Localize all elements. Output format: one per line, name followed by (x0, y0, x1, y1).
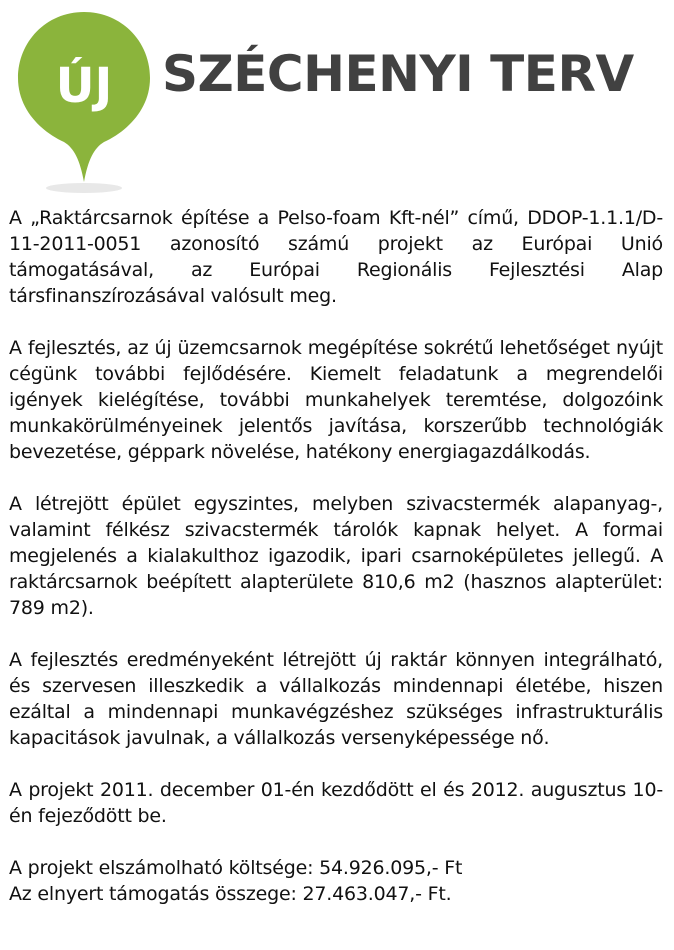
paragraph-timeline: A projekt 2011. december 01-én kezdődött el és 2012. augusztus 10-én fejeződött be. (9, 779, 663, 827)
cost-summary (9, 855, 663, 907)
paragraph-project-intro: A „Raktárcsarnok építése a Pelso-foam Kft-nél” című, DDOP-1.1.1/D-11-2011-0051 azonosító számú projekt az Európai Unió támogatásával, az Európai Regionális Fejlesztési Alap társfinanszírozásával valósult meg. (9, 207, 663, 307)
grant-amount: Az elnyert támogatás összege: 27.463.047,- Ft. (9, 883, 452, 905)
header (0, 0, 674, 200)
document-body (9, 205, 663, 907)
paragraph-results: A fejlesztés eredményeként létrejött új raktár könnyen integrálható, és szervesen illeszkedik a vállalkozás mindennapi életébe, hiszen ezáltal a mindennapi munkavégzéshez szükséges infrastrukturális kapacitások javulnak, a vállalkozás versenyképessége nő. (9, 649, 663, 749)
logo-text: ÚJ (55, 58, 113, 114)
brand-title: SZÉCHENYI TERV (162, 45, 634, 103)
eligible-cost: A projekt elszámolható költsége: 54.926.095,- Ft (9, 857, 463, 879)
map-pin-logo-icon (14, 10, 154, 195)
paragraph-building: A létrejött épület egyszintes, melyben szivacstermék alapanyag-, valamint félkész szivacstermék tárolók kapnak helyet. A formai megjelenés a kialakulthoz igazodik, ipari csarnoképületes jellegű. A raktárcsarnok beépített alapterülete 810,6 m2 (hasznos alapterület: 789 m2). (9, 493, 663, 619)
paragraph-development: A fejlesztés, az új üzemcsarnok megépítése sokrétű lehetőséget nyújt cégünk további fejlődésére. Kiemelt feladatunk a megrendelői igények kielégítése, további munkahelyek teremtése, dolgozóink munkakörülményeinek jelentős javítása, korszerűbb technológiák bevezetése, géppark növelése, hatékony energiagazdálkodás. (9, 337, 663, 463)
